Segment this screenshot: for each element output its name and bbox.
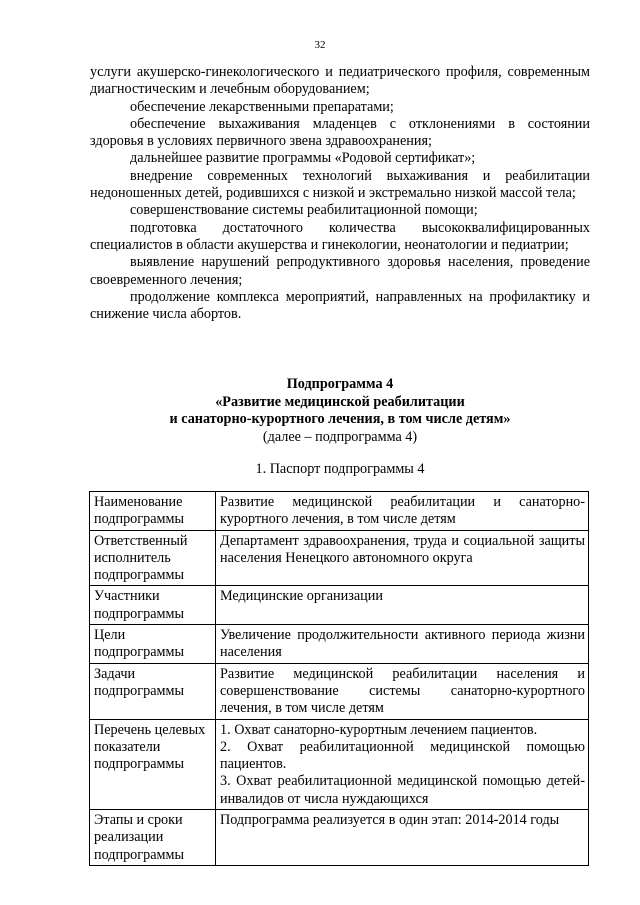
paragraph: подготовка достаточного количества высококвалифицированных специалистов в области акушерства и гинекологии, неонатологии и педиатрии; (90, 219, 590, 253)
row-label: Перечень целевых показатели подпрограммы (90, 719, 216, 809)
paragraph: обеспечение выхаживания младенцев с отклонениями в состоянии здоровья в условиях первичного звена здравоохранения; (90, 115, 590, 150)
row-value (216, 719, 589, 809)
row-label: Этапы и сроки реализации подпрограммы (90, 810, 216, 866)
row-value-text: Медицинские организации (220, 588, 383, 605)
row-value (216, 810, 589, 866)
row-value (216, 492, 589, 531)
table-row (90, 586, 589, 625)
passport-title: 1. Паспорт подпрограммы 4 (255, 461, 425, 477)
paragraph: выявление нарушений репродуктивного здоровья населения, проведение своевременного лечения; (90, 254, 590, 288)
row-value (216, 530, 589, 586)
row-value-text: Подпрограмма реализуется в один этап: 2014-2014 годы (220, 812, 560, 829)
row-value-text: Увеличение продолжительности активного периода жизни населения (220, 627, 585, 661)
paragraph: совершенствование системы реабилитационной помощи; (130, 202, 478, 219)
row-value (216, 625, 589, 664)
passport-table (89, 491, 589, 866)
row-label: Ответственный исполнитель подпрограммы (90, 530, 216, 586)
heading-note: (далее – подпрограмма 4) (262, 428, 418, 445)
paragraph: внедрение современных технологий выхаживания и реабилитации недоношенных детей, родившихся с низкой и экстремально низкой массой тела; (90, 167, 590, 202)
row-label: Наименование подпрограммы (90, 492, 216, 531)
table-row (90, 530, 589, 586)
heading-line: и санаторно-курортного лечения, в том числе детям» (169, 411, 511, 427)
table-row (90, 663, 589, 719)
row-value (216, 663, 589, 719)
paragraph: дальнейшее развитие программы «Родовой сертификат»; (130, 150, 476, 167)
indicator-item: 1. Охват санаторно-курортным лечением пациентов. (220, 721, 538, 738)
table-row (90, 625, 589, 664)
table-row (90, 492, 589, 531)
row-label: Задачи подпрограммы (90, 663, 216, 719)
table-row (90, 719, 589, 809)
row-value-text: Развитие медицинской реабилитации населения и совершенствование системы санаторно-курортного лечения, в том числе детям (220, 665, 585, 717)
row-label: Цели подпрограммы (90, 625, 216, 664)
row-value (216, 586, 589, 625)
row-value-text: Развитие медицинской реабилитации и санаторно-курортного лечения, в том числе детям (220, 494, 585, 528)
heading-line: Подпрограмма 4 (286, 376, 394, 392)
indicator-item: 3. Охват реабилитационной медицинской помощью детей-инвалидов от числа нуждающихся (220, 773, 585, 807)
paragraph: услуги акушерско-гинекологического и педиатрического профиля, современным диагностическим и лечебным оборудованием; (90, 64, 590, 98)
table-row (90, 810, 589, 866)
heading-line: «Развитие медицинской реабилитации (215, 393, 465, 410)
page-number: 32 (314, 39, 326, 51)
row-label: Участники подпрограммы (90, 586, 216, 625)
indicator-item: 2. Охват реабилитационной медицинской помощью пациентов. (220, 738, 585, 773)
subprogram-heading (90, 376, 590, 446)
row-value-text: Департамент здравоохранения, труда и социальной защиты населения Ненецкого автономного округа (220, 532, 585, 566)
paragraph: обеспечение лекарственными препаратами; (130, 98, 394, 115)
paragraph: продолжение комплекса мероприятий, направленных на профилактику и снижение числа абортов. (90, 288, 590, 323)
body-text (90, 64, 590, 323)
